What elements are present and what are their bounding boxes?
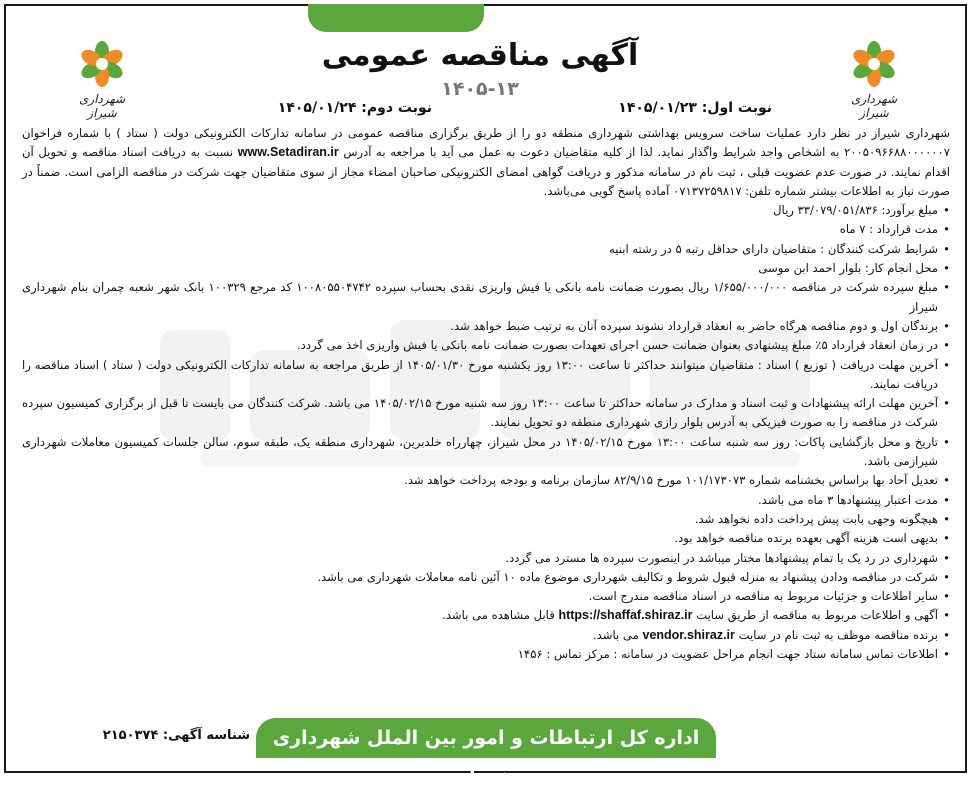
bullet-icon: • [943, 589, 950, 604]
bullet-icon: • [943, 531, 950, 546]
bullet-icon: • [943, 608, 950, 623]
notice-title: آگهی مناقصه عمومی [321, 38, 639, 73]
ad-identifier: شناسه آگهی: ۲۱۵۰۳۷۴ [102, 728, 250, 743]
list-item: • سایر اطلاعات و جزئیات مربوط به مناقصه در اسناد مناقصه مندرج است. [22, 587, 950, 606]
bullet-icon: • [943, 569, 950, 584]
tender-code: ۱۴۰۵-۱۳ [441, 78, 519, 100]
second-publication-date: نوبت دوم: ۱۴۰۵/۰۱/۲۴ [277, 100, 432, 116]
bullet-icon: • [943, 647, 950, 662]
list-item: • مبلغ سپرده شرکت در مناقصه ۱/۶۵۵/۰۰۰/۰۰۰ ریال بصورت ضمانت نامه بانکی یا فیش واریزی نقدی بحساب سپرده ۱۰۰۸۰۵۵۰۴۷۴۲ کد مرجع ۱۰۰۳۲۹ بانک شهر شعبه چمران بنام شهرداری شیراز [22, 280, 950, 314]
bullet-icon: • [943, 280, 950, 295]
list-item: • بدیهی است هزینه آگهی بعهده برنده مناقصه خواهد بود. [22, 529, 950, 548]
list-item: • آگهی و اطلاعات مربوط به مناقصه از طریق سایت https://shaffaf.shiraz.ir قابل مشاهده می باشد. [22, 606, 950, 625]
bullet-icon: • [943, 318, 950, 333]
bullet-icon: • [943, 222, 950, 237]
vendor-link[interactable]: vendor.shiraz.ir [642, 627, 735, 642]
list-item: • در زمان انعقاد قرارداد ۵٪ مبلغ پیشنهادی بعنوان ضمانت حسن اجرای تعهدات بصورت ضمانت نامه بانکی یا فیش واریزی اخذ می گردد. [22, 336, 950, 355]
list-item: • آخرین مهلت ارائه پیشنهادات و ثبت اسناد و مدارک در سامانه حداکثر تا ساعت ۱۳:۰۰ روز سه شنبه مورخ ۱۴۰۵/۰۲/۱۵ می باشد. شرکت کنندگان می بایست تا قبل از برگزاری کمیسیون سپرده شرکت در مناقصه را به صورت فیزیکی به آدرس بلوار رازی شهرداری منطقه دو تحویل نمایند. [22, 396, 950, 430]
bullet-icon: • [943, 241, 950, 256]
list-item: • تاریخ و محل بازگشایی پاکات: روز سه شنبه ساعت ۱۳:۰۰ مورخ ۱۴۰۵/۰۲/۱۵ در محل شیراز، چهارراه خلدبرین، شهرداری منطقه یک، طبقه سوم، سالن جلسات کمیسیون معاملات شهرداری شیرازمی باشد. [22, 434, 950, 469]
bullet-icon: • [943, 550, 950, 565]
flower-logo-icon [838, 38, 910, 94]
bullet-icon: • [943, 434, 950, 449]
list-item: • هیچگونه وجهی بابت پیش پرداخت داده نخواهد شد. [22, 510, 950, 529]
list-item: • شهرداری در رد یک یا تمام پیشنهادها مختار میباشد در اینصورت سپرده ها مسترد می گردد. [22, 549, 950, 568]
bullet-icon: • [943, 473, 950, 488]
bullet-icon: • [943, 396, 950, 411]
bullet-icon: • [943, 357, 950, 372]
intro-text-start: شهرداری شیراز در نظر دارد عملیات ساخت سرویس بهداشتی شهرداری منطقه دو را از طریق برگزاری مناقصه عمومی در سامانه تدارکات الکترونیکی دولت ( ستاد ) با شماره فراخوان ۲۰۰۵۰۹۶۶۸۸۰۰۰۰۰۰۷ به اشخاص واجد شرایط واگذار نماید. لذا از کلیه متقاضیان دعوت به عمل می آید با مراجعه به آدرس [22, 126, 950, 160]
shiraz-municipality-logo-right [838, 38, 910, 120]
bullet-icon: • [943, 627, 950, 642]
list-item: • برنده مناقصه موظف به ثبت نام در سایت vendor.shiraz.ir می باشد. [22, 626, 950, 645]
flower-logo-icon [66, 38, 138, 94]
bullet-icon: • [943, 511, 950, 526]
list-item: • تعدیل آحاد بها براساس بخشنامه شماره ۱۰۱/۱۷۳۰۷۳ مورخ ۸۲/۹/۱۵ سازمان برنامه و بودجه پرداخت خواهد شد. [22, 471, 950, 490]
shiraz-municipality-logo-left [66, 38, 138, 120]
list-item: • شرایط شرکت کنندگان : متقاضیان دارای حداقل رتبه ۵ در رشته ابنیه [22, 240, 950, 259]
list-item: • مدت اعتبار پیشنهادها ۳ ماه می باشد. [22, 491, 950, 510]
intro-paragraph [22, 124, 950, 201]
department-footer: اداره کل ارتباطات و امور بین الملل شهرداری شیراز [256, 718, 716, 758]
setadiran-link[interactable]: www.Setadiran.ir [237, 145, 339, 160]
top-green-tab [308, 4, 484, 32]
list-item: • مبلغ برآورد: ۳۳/۰۷۹/۰۵۱/۸۳۶ ریال [22, 201, 950, 220]
logo-lettering: شهرداری شیراز [850, 92, 898, 120]
list-item: • شرکت در مناقصه ودادن پیشنهاد به منزله قبول شروط و تکالیف شهرداری موضوع ماده ۱۰ آئین نامه معاملات شهرداری می باشد. [22, 568, 950, 587]
list-item: • محل انجام کار: بلوار احمد ابن موسی [22, 259, 950, 278]
conditions-list [22, 201, 950, 664]
notice-body [22, 124, 950, 664]
first-publication-date: نوبت اول: ۱۴۰۵/۰۱/۲۳ [618, 100, 772, 116]
bullet-icon: • [943, 492, 950, 507]
list-item: • برندگان اول و دوم مناقصه هرگاه حاضر به انعقاد قرارداد نشوند سپرده آنان به ترتیب ضبط خواهد شد. [22, 317, 950, 336]
bullet-icon: • [943, 203, 950, 218]
shaffaf-link[interactable]: https://shaffaf.shiraz.ir [558, 608, 693, 623]
bullet-icon: • [943, 261, 950, 276]
intro-text-end: نسبت به دریافت اسناد مناقصه و تحویل آن اقدام نمایند. در صورت عدم عضویت قبلی ، ثبت نام در سامانه مذکور و دریافت گواهی امضای الکترونیکی صاحبان امضاء مجاز از سوی متقاضیان جهت شرکت در مناقصه الزامی است. ضمناً در صورت نیاز به اطلاعات بیشتر شماره تلفن: ۰۷۱۳۷۲۵۹۸۱۷ آماده پاسخ گویی می‌باشد. [22, 145, 950, 198]
list-item: • آخرین مهلت دریافت ( توزیع ) اسناد : متقاضیان میتوانند حداکثر تا ساعت ۱۳:۰۰ روز یکشنبه مورخ ۱۴۰۵/۰۱/۳۰ از طریق مراجعه به سامانه تدارکات الکترونیکی دولت ( ستاد ) اسناد مناقصه را دریافت نمایند. [22, 357, 950, 391]
bullet-icon: • [943, 338, 950, 353]
list-item: • مدت قرارداد : ۷ ماه [22, 220, 950, 239]
logo-lettering: شهرداری شیراز [78, 92, 126, 120]
list-item: • اطلاعات تماس سامانه ستاد جهت انجام مراحل عضویت در سامانه : مرکز تماس : ۱۴۵۶ [22, 645, 950, 664]
